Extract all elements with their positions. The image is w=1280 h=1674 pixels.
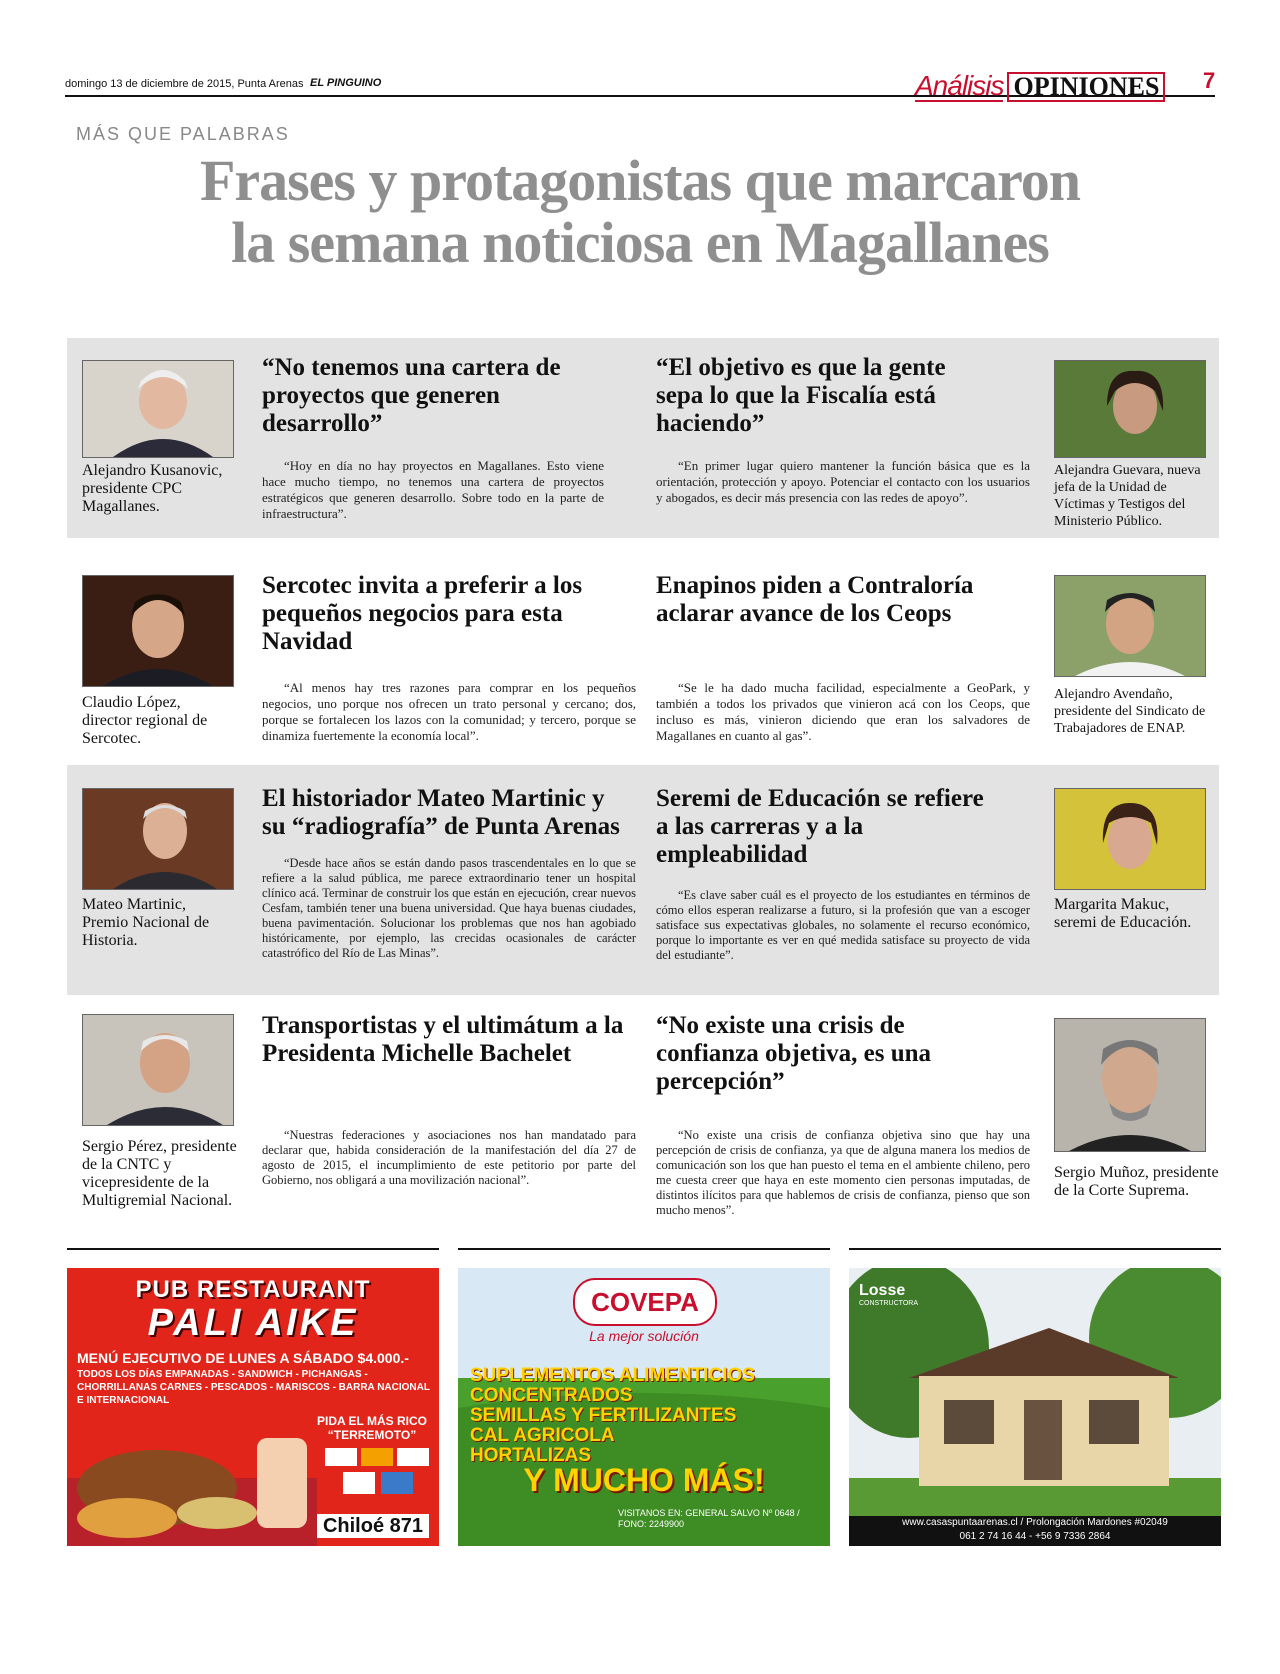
card-logos <box>325 1448 435 1502</box>
band-1 <box>67 338 1219 538</box>
covepa-logo: COVEPA <box>573 1278 717 1326</box>
photo-kusanovic <box>82 360 234 458</box>
person-caption: Sergio Pérez, presidente de la CNTC y vicepresidente de la Multigremial Nacional. <box>82 1138 237 1209</box>
covepa-item: SUPLEMENTOS ALIMENTICIOS <box>470 1365 756 1386</box>
quote-title: “No tenemos una cartera de proyectos que generen desarrollo” <box>262 354 561 437</box>
quote-title: El historiador Mateo Martinic y su “radiografía” de Punta Arenas <box>262 785 620 840</box>
photo-munoz <box>1054 1018 1206 1152</box>
band-3 <box>67 765 1219 995</box>
quote-title: Enapinos piden a Contraloría aclarar avance de los Ceops <box>656 572 974 627</box>
covepa-items <box>470 1366 755 1466</box>
pub-menu: MENÚ EJECUTIVO DE LUNES A SÁBADO $4.000.- <box>77 1350 409 1366</box>
person-caption: Alejandro Kusanovic, presidente CPC Magallanes. <box>82 462 223 515</box>
quote-body: “En primer lugar quiero mantener la función básica que es la orientación, protección y apoyo. Potenciar el contacto con los usuarios y abogados, es decir más presencia con las redes de apoyo”. <box>656 458 1030 505</box>
quote-body: “No existe una crisis de confianza objetiva sino que hay una percepción de crisis de confianza, ya que de alguna manera los medios de comunicación son los que han puesto el tema en el ambiente chileno, pero me cuesta creer que haya en este momento cien personas imputadas, de distintos ilícitos para que hablemos de crisis de confianza, pienso que son mucho menos”. <box>656 1128 1030 1217</box>
ad-rule <box>849 1248 1221 1250</box>
photo-guevara <box>1054 360 1206 458</box>
photo-makuc <box>1054 788 1206 890</box>
quote-title: Transportistas y el ultimátum a la Presidenta Michelle Bachelet <box>262 1012 624 1067</box>
ad-losse[interactable] <box>849 1268 1221 1546</box>
quote-body: “Es clave saber cuál es el proyecto de los estudiantes en términos de cómo ellos esperan realizarse a futuro, si la profesión que van a escoger satisface sus expectativas globales, no solamente el recurso económico, porque lo importante es ver en qué medida satisface su proyecto de vida del estudiante”. <box>656 888 1030 962</box>
ad-covepa[interactable] <box>458 1268 830 1546</box>
headline-line-2: la semana noticiosa en Magallanes <box>231 210 1049 275</box>
losse-web[interactable]: www.casaspuntaarenas.cl / Prolongación Mardones #02049 <box>902 1517 1168 1528</box>
covepa-item: CAL AGRICOLA <box>470 1425 615 1446</box>
ad-pali-aike[interactable] <box>67 1268 439 1546</box>
headline-line-1: Frases y protagonistas que marcaron <box>199 148 1081 213</box>
date-line: domingo 13 de diciembre de 2015, Punta Arenas <box>65 78 304 90</box>
ad-rule <box>67 1248 439 1250</box>
photo-avendano <box>1054 575 1206 677</box>
photo-martinic <box>82 788 234 890</box>
losse-footer <box>849 1516 1221 1546</box>
losse-phone: 061 2 74 16 44 - +56 9 7336 2864 <box>959 1531 1111 1542</box>
food-image <box>67 1418 317 1546</box>
person-caption: Claudio López, director regional de Sercotec. <box>82 694 208 747</box>
pub-address: Chiloé 871 <box>317 1514 429 1538</box>
pub-title: PUB RESTAURANT <box>135 1276 371 1303</box>
pub-list: TODOS LOS DÍAS EMPANADAS - SANDWICH - PICHANGAS - CHORRILLANAS CARNES - PESCADOS - MARISCOS - BARRA NACIONAL E INTERNACIONAL <box>77 1369 430 1406</box>
quote-title: “El objetivo es que la gente sepa lo que la Fiscalía está haciendo” <box>656 354 946 437</box>
quote-body: “Se le ha dado mucha facilidad, especialmente a GeoPark, y también a todos los privados que vinieron acá con los Ceops, que incluso es más, vinieron diciendo que eran los salvadores de Magallanes en cuanto al gas”. <box>656 680 1030 743</box>
photo-perez <box>82 1014 234 1126</box>
covepa-item: HORTALIZAS <box>470 1445 592 1466</box>
person-caption: Mateo Martinic, Premio Nacional de Historia. <box>82 896 210 949</box>
house-image <box>849 1268 1221 1546</box>
losse-logo: Losse <box>859 1282 906 1299</box>
person-caption: Alejandra Guevara, nueva jefa de la Unidad de Víctimas y Testigos del Ministerio Público. <box>1054 463 1201 529</box>
ad-rule <box>458 1248 830 1250</box>
quote-title: Sercotec invita a preferir a los pequeños negocios para esta Navidad <box>262 572 583 655</box>
section-opiniones: OPINIONES <box>1007 72 1165 102</box>
quote-body: “Nuestras federaciones y asociaciones nos han mandatado para declarar que, habida consideración de la manifestación del día 27 de agosto de 2015, el incumplimiento de este petitorio por parte del Gobierno, nos obligará a una movilización nacional”. <box>262 1128 636 1187</box>
kicker: MÁS QUE PALABRAS <box>76 124 290 144</box>
quote-body: “Al menos hay tres razones para comprar en los pequeños negocios, uno porque nos ofrecen un trato personal y cercano; dos, porque se fortalecen los lazos con la comunidad; y tercero, porque se dinamiza fuertemente la economía local”. <box>262 680 636 743</box>
covepa-slogan: La mejor solución <box>589 1328 699 1344</box>
section-label <box>915 72 1165 102</box>
covepa-mucho: Y MUCHO MÁS! <box>523 1462 765 1498</box>
quote-body: “Desde hace años se están dando pasos trascendentales en lo que se refiere a la salud pública, me parece extraordinario tener un hospital clínico acá. Terminar de construir los que están en ejecución, crear nuevos Cesfam, también tener una buena universidad. Que haya buenas ciudades, buena pavimentación. Solucionar los problemas que nos han agobiado históricamente, por ejemplo, las crecidas ocasionales de carácter catastrófico del Río de Las Minas”. <box>262 856 636 960</box>
page-number: 7 <box>1203 68 1216 93</box>
covepa-item: SEMILLAS Y FERTILIZANTES <box>470 1405 737 1426</box>
person-caption: Alejandro Avendaño, presidente del Sindicato de Trabajadores de ENAP. <box>1054 687 1206 736</box>
quote-title: Seremi de Educación se refiere a las carreras y a la empleabilidad <box>656 785 984 868</box>
pub-name: PALI AIKE <box>147 1302 359 1344</box>
person-caption: Sergio Muñoz, presidente de la Corte Suprema. <box>1054 1164 1219 1199</box>
person-caption: Margarita Makuc, seremi de Educación. <box>1054 896 1192 931</box>
covepa-item: CONCENTRADOS <box>470 1385 633 1406</box>
newspaper-logo: EL PINGUINO <box>310 77 382 89</box>
section-analisis: Análisis <box>915 70 1004 101</box>
losse-sub: CONSTRUCTORA <box>859 1300 918 1307</box>
photo-lopez <box>82 575 234 687</box>
quote-title: “No existe una crisis de confianza objetiva, es una percepción” <box>656 1012 931 1095</box>
quote-body: “Hoy en día no hay proyectos en Magallanes. Esto viene hace mucho tiempo, no tenemos una cartera de proyectos estratégicos que generen desarrollo. Sobre todo en la parte de infraestructura”. <box>262 458 604 521</box>
pub-pida: PIDA EL MÁS RICO “TERREMOTO” <box>316 1414 427 1442</box>
covepa-visit: VISITANOS EN: GENERAL SALVO Nº 0648 / FONO: 2249900 <box>618 1508 800 1529</box>
page-headline <box>0 150 1280 274</box>
